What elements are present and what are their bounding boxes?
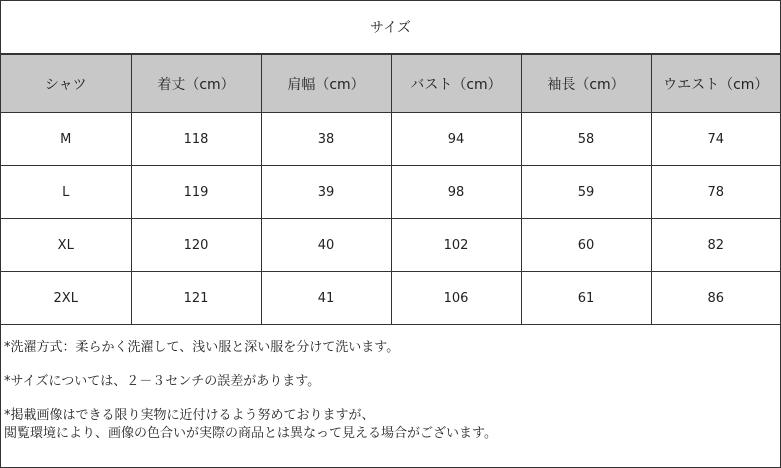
table-row <box>1 166 780 219</box>
size-cell: 2XL <box>1 272 131 325</box>
header-bust: バスト（cm） <box>391 55 521 113</box>
shoulder-cell: 39 <box>261 166 391 219</box>
header-waist: ウエスト（cm） <box>651 55 780 113</box>
sleeve-cell: 58 <box>521 113 651 166</box>
notes-section <box>1 325 780 443</box>
image-note-line-1: *掲載画像はできる限り実物に近付けるよう努めておりますが、 <box>4 408 375 423</box>
bust-cell: 98 <box>391 166 521 219</box>
waist-cell: 74 <box>651 113 780 166</box>
header-row <box>1 55 780 113</box>
length-cell: 119 <box>131 166 261 219</box>
bust-cell: 102 <box>391 219 521 272</box>
shoulder-cell: 38 <box>261 113 391 166</box>
table-row <box>1 219 780 272</box>
length-cell: 120 <box>131 219 261 272</box>
size-cell: M <box>1 113 131 166</box>
header-shoulder: 肩幅（cm） <box>261 55 391 113</box>
shoulder-cell: 41 <box>261 272 391 325</box>
header-sleeve: 袖長（cm） <box>521 55 651 113</box>
waist-cell: 78 <box>651 166 780 219</box>
length-cell: 118 <box>131 113 261 166</box>
sleeve-cell: 61 <box>521 272 651 325</box>
bust-cell: 106 <box>391 272 521 325</box>
waist-cell: 86 <box>651 272 780 325</box>
table-row <box>1 113 780 166</box>
header-shirt: シャツ <box>1 55 131 113</box>
table-row <box>1 272 780 325</box>
bust-cell: 94 <box>391 113 521 166</box>
length-cell: 121 <box>131 272 261 325</box>
shoulder-cell: 40 <box>261 219 391 272</box>
image-note-line-2: 閲覧環境により、画像の色合いが実際の商品とは異なって見える場合がございます。 <box>4 426 497 441</box>
header-length: 着丈（cm） <box>131 55 261 113</box>
size-cell: L <box>1 166 131 219</box>
waist-cell: 82 <box>651 219 780 272</box>
sleeve-cell: 59 <box>521 166 651 219</box>
measurement-error-note: *サイズについては、２－３センチの誤差があります。 <box>4 374 321 389</box>
chart-title: サイズ <box>1 1 780 54</box>
size-table <box>1 54 780 325</box>
size-cell: XL <box>1 219 131 272</box>
sleeve-cell: 60 <box>521 219 651 272</box>
wash-note: *洗濯方式：柔らかく洗濯して、浅い服と深い服を分けて洗います。 <box>4 340 400 355</box>
